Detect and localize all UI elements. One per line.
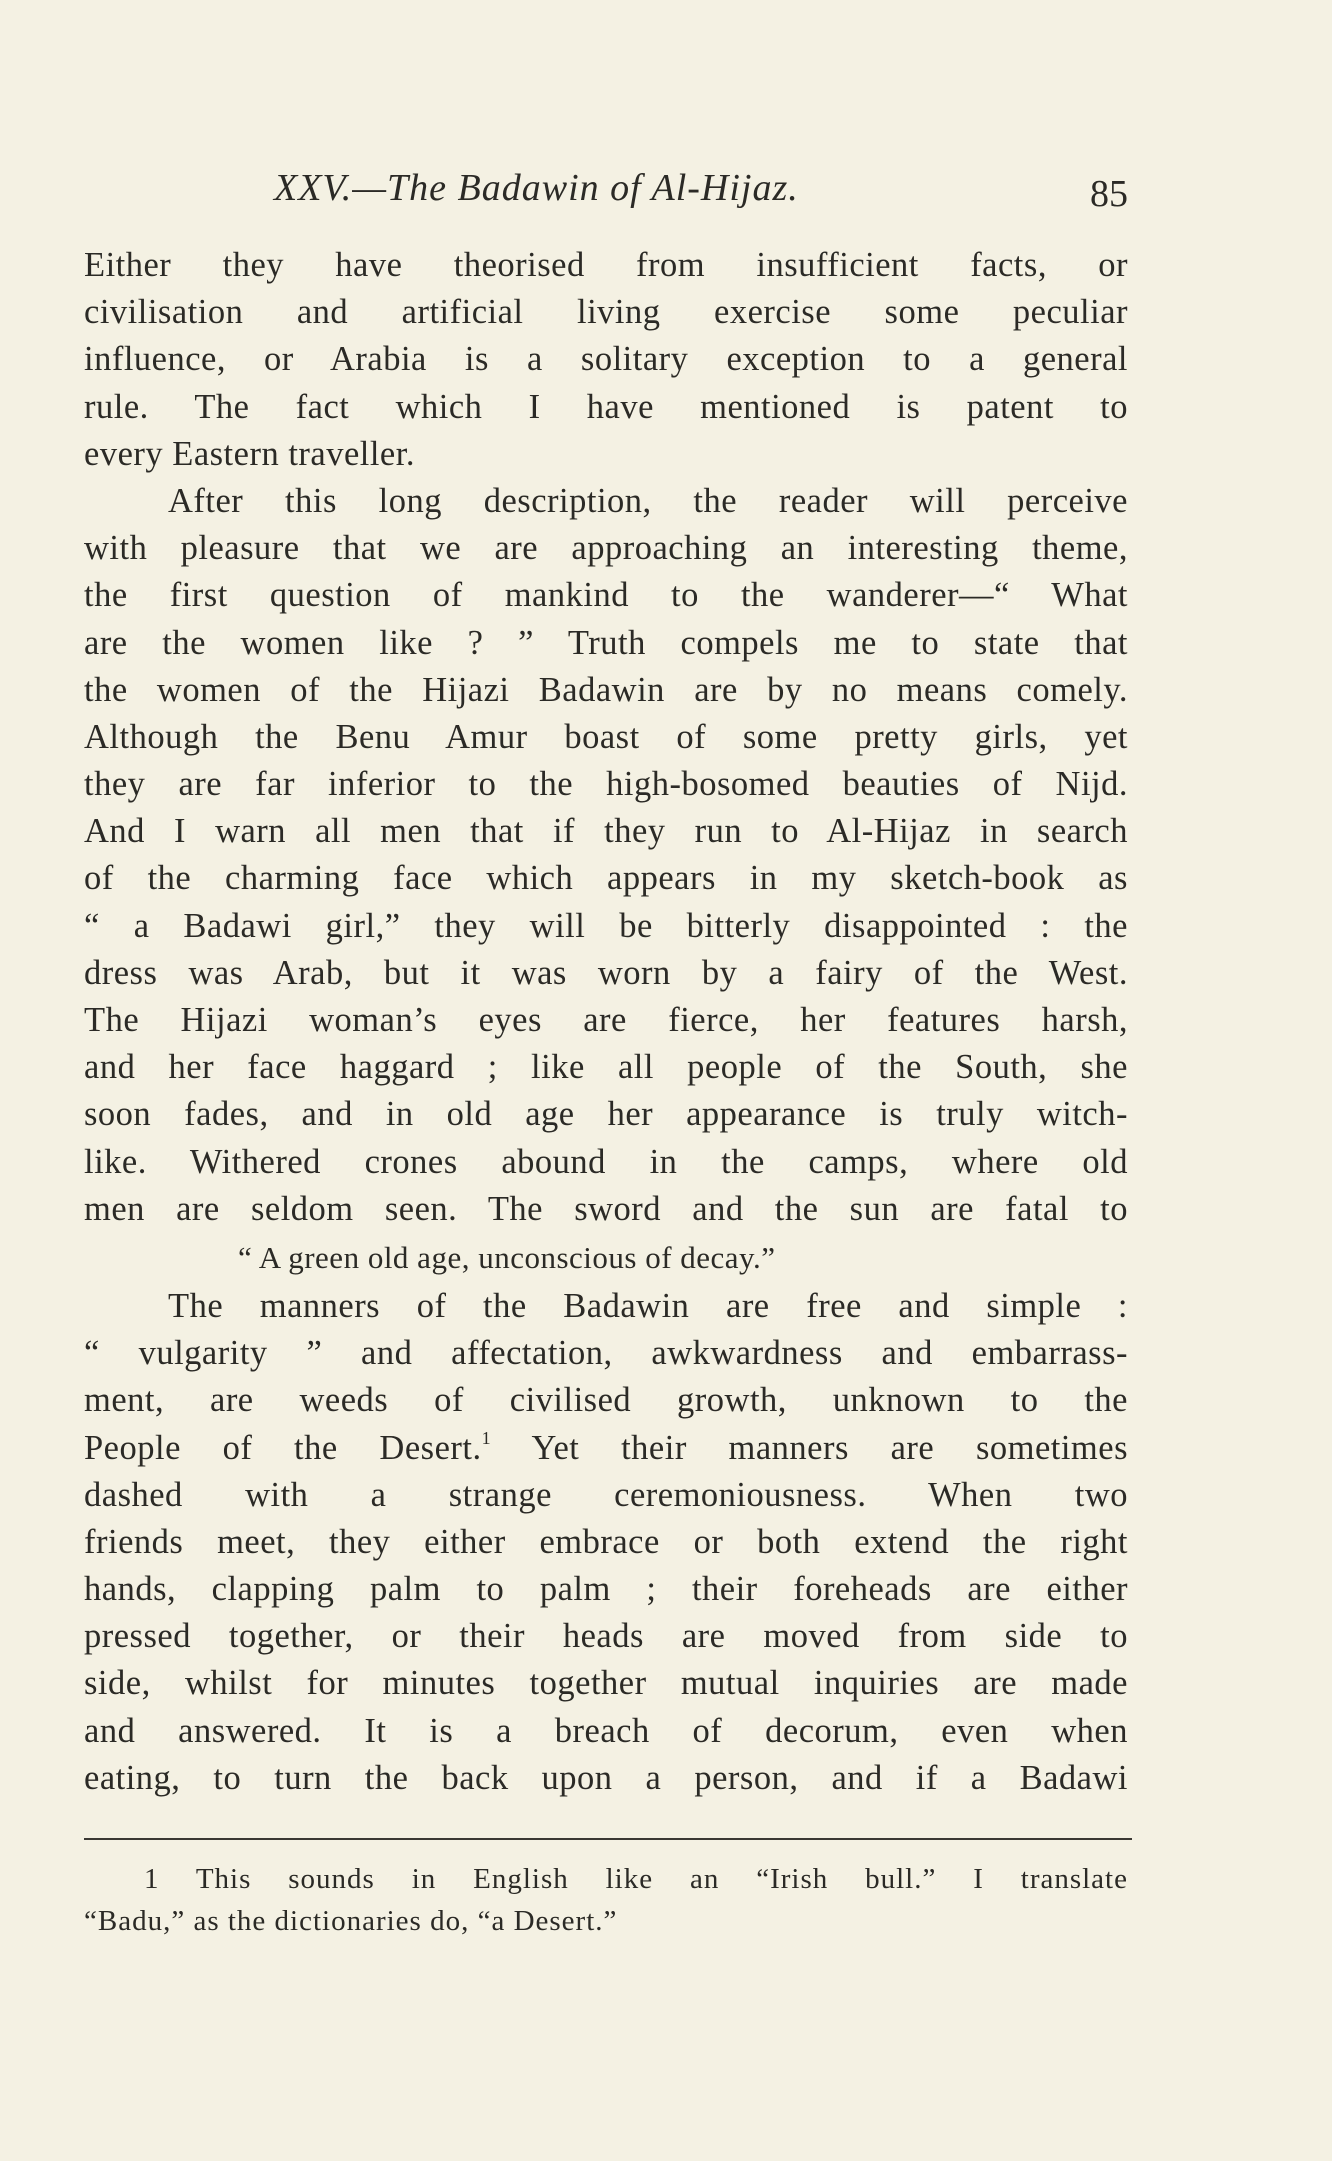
text-line: The manners of the Badawin are free and simple : xyxy=(168,1286,1128,1325)
text-line: and her face haggard ; like all people of the South, she xyxy=(84,1048,1128,1087)
footnote xyxy=(84,1858,1128,1942)
text-line: And I warn all men that if they run to Al-Hijaz in search xyxy=(84,812,1128,851)
page-number: 85 xyxy=(1090,173,1128,215)
text-line: hands, clapping palm to palm ; their foreheads are either xyxy=(84,1570,1128,1609)
block-quote: “ A green old age, unconscious of decay.” xyxy=(238,1239,776,1275)
text-line: friends meet, they either embrace or both extend the right xyxy=(84,1522,1128,1561)
text-line: they are far inferior to the high-bosomed beauties of Nijd. xyxy=(84,765,1128,804)
text-line: side, whilst for minutes together mutual inquiries are made xyxy=(84,1664,1128,1703)
text-line: After this long description, the reader will perceive xyxy=(168,481,1128,520)
text-line: soon fades, and in old age her appearance is truly witch- xyxy=(84,1095,1128,1134)
text-line: ment, are weeds of civilised growth, unknown to the xyxy=(84,1381,1128,1420)
text-line: “ a Badawi girl,” they will be bitterly disappointed : the xyxy=(84,906,1128,945)
text-line: rule. The fact which I have mentioned is patent to xyxy=(84,387,1128,426)
text-line: Either they have theorised from insufficient facts, or xyxy=(84,246,1128,284)
running-title: XXV.—The Badawin of Al-Hijaz. xyxy=(274,167,799,209)
text-line: the first question of mankind to the wanderer—“ What xyxy=(84,576,1128,615)
text-line: “ vulgarity ” and affectation, awkwardness and embarrass- xyxy=(84,1334,1128,1373)
text-fragment: People of the Desert. xyxy=(84,1428,482,1467)
text-line: the women of the Hijazi Badawin are by no means comely. xyxy=(84,670,1128,709)
text-line: men are seldom seen. The sword and the sun are fatal to xyxy=(84,1189,1128,1228)
text-line: with pleasure that we are approaching an interesting theme, xyxy=(84,529,1128,568)
text-line: pressed together, or their heads are moved from side to xyxy=(84,1617,1128,1656)
text-line: Although the Benu Amur boast of some pretty girls, yet xyxy=(84,717,1128,756)
text-line: dashed with a strange ceremoniousness. When two xyxy=(84,1475,1128,1514)
text-line: and answered. It is a breach of decorum, even when xyxy=(84,1711,1128,1750)
footnote-line: 1 This sounds in English like an “Irish bull.” I translate xyxy=(144,1863,1128,1895)
text-line: every Eastern traveller. xyxy=(84,434,415,473)
text-line: are the women like ? ” Truth compels me to state that xyxy=(84,623,1128,662)
footnote-line: “Badu,” as the dictionaries do, “a Desert.” xyxy=(84,1905,618,1937)
text-line: like. Withered crones abound in the camps, where old xyxy=(84,1142,1128,1181)
body-text xyxy=(84,242,1128,1802)
text-line-with-footnote xyxy=(84,1425,1128,1472)
page-header xyxy=(84,166,1128,216)
text-line: of the charming face which appears in my sketch-book as xyxy=(84,859,1128,898)
footnote-divider xyxy=(84,1838,1132,1840)
text-line: dress was Arab, but it was worn by a fairy of the West. xyxy=(84,953,1128,992)
text-fragment: Yet their manners are sometimes xyxy=(491,1428,1128,1467)
text-line: civilisation and artificial living exercise some peculiar xyxy=(84,293,1128,332)
footnote-marker: 1 xyxy=(481,1427,492,1448)
text-line: eating, to turn the back upon a person, and if a Badawi xyxy=(84,1758,1128,1797)
text-line: The Hijazi woman’s eyes are fierce, her features harsh, xyxy=(84,1001,1128,1039)
text-line: influence, or Arabia is a solitary exception to a general xyxy=(84,340,1128,379)
